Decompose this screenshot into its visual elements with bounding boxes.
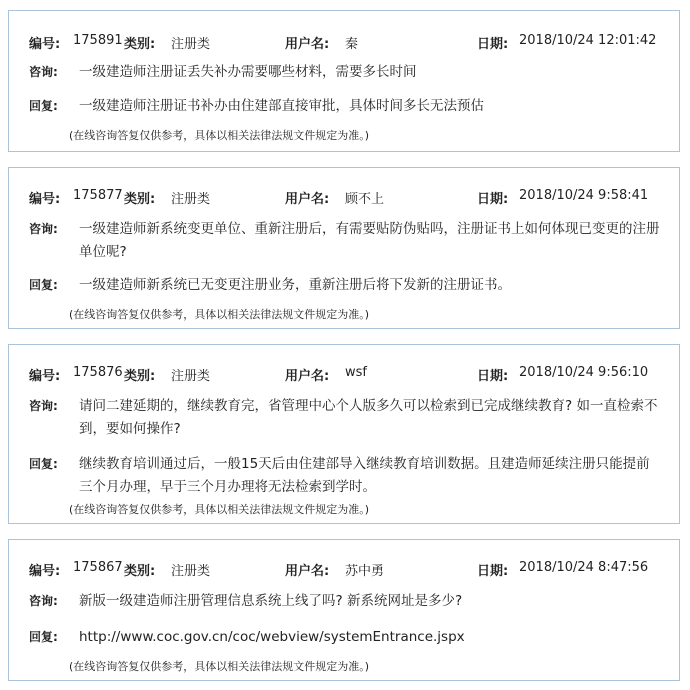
consult-record — [8, 539, 680, 681]
id-label: 编号: — [29, 564, 61, 579]
disclaimer: (在线咨询答复仅供参考，具体以相关法律法规文件规定为准。) — [69, 660, 370, 673]
record-user: 秦 — [345, 37, 359, 52]
disclaimer: (在线咨询答复仅供参考，具体以相关法律法规文件规定为准。) — [69, 503, 370, 516]
reply-label: 回复: — [29, 278, 58, 292]
record-category: 注册类 — [171, 564, 211, 579]
category-label: 类别: — [124, 369, 156, 384]
record-id: 175867 — [73, 560, 123, 575]
id-label: 编号: — [29, 37, 61, 52]
question-label: 咨询: — [29, 222, 58, 236]
question-label: 咨询: — [29, 399, 58, 413]
record-date: 2018/10/24 12:01:42 — [519, 33, 657, 48]
record-category: 注册类 — [171, 37, 211, 52]
question-label: 咨询: — [29, 65, 58, 79]
record-id: 175876 — [73, 365, 123, 380]
question-text: 新版一级建造师注册管理信息系统上线了吗? 新系统网址是多少? — [79, 593, 463, 609]
id-label: 编号: — [29, 369, 61, 384]
disclaimer: (在线咨询答复仅供参考，具体以相关法律法规文件规定为准。) — [69, 308, 370, 321]
reply-text: 一级建造师注册证书补办由住建部直接审批，具体时间多长无法预估 — [79, 98, 484, 114]
reply-text: http://www.coc.gov.cn/coc/webview/systemEntrance.jspx — [79, 629, 465, 645]
consult-record — [8, 167, 680, 329]
date-label: 日期: — [477, 369, 509, 384]
question-text: 一级建造师新系统变更单位、重新注册后，有需要贴防伪贴吗，注册证书上如何体现已变更的注册单位呢? — [79, 221, 660, 260]
record-user: wsf — [345, 365, 367, 380]
record-id: 175891 — [73, 33, 123, 48]
consult-record — [8, 344, 680, 524]
reply-label: 回复: — [29, 630, 58, 644]
category-label: 类别: — [124, 192, 156, 207]
record-date: 2018/10/24 9:58:41 — [519, 188, 649, 203]
user-label: 用户名: — [285, 192, 330, 207]
record-user: 顾不上 — [345, 192, 385, 207]
date-label: 日期: — [477, 192, 509, 207]
reply-text: 一级建造师新系统已无变更注册业务，重新注册后将下发新的注册证书。 — [79, 277, 511, 293]
id-label: 编号: — [29, 192, 61, 207]
record-date: 2018/10/24 8:47:56 — [519, 560, 649, 575]
reply-text: 继续教育培训通过后，一般15天后由住建部导入继续教育培训数据。且建造师延续注册只能提前三个月办理，早于三个月办理将无法检索到学时。 — [79, 456, 650, 495]
reply-label: 回复: — [29, 457, 58, 471]
user-label: 用户名: — [285, 37, 330, 52]
disclaimer: (在线咨询答复仅供参考，具体以相关法律法规文件规定为准。) — [69, 129, 370, 142]
date-label: 日期: — [477, 564, 509, 579]
question-label: 咨询: — [29, 594, 58, 608]
record-id: 175877 — [73, 188, 123, 203]
category-label: 类别: — [124, 37, 156, 52]
record-user: 苏中勇 — [345, 564, 385, 579]
date-label: 日期: — [477, 37, 509, 52]
user-label: 用户名: — [285, 564, 330, 579]
question-text: 请问二建延期的，继续教育完，省管理中心个人版多久可以检索到已完成继续教育? 如一直检索不到，要如何操作? — [79, 398, 658, 437]
question-text: 一级建造师注册证丢失补办需要哪些材料，需要多长时间 — [79, 64, 417, 80]
reply-label: 回复: — [29, 99, 58, 113]
record-category: 注册类 — [171, 369, 211, 384]
category-label: 类别: — [124, 564, 156, 579]
consult-record — [8, 10, 680, 152]
record-category: 注册类 — [171, 192, 211, 207]
user-label: 用户名: — [285, 369, 330, 384]
record-date: 2018/10/24 9:56:10 — [519, 365, 649, 380]
